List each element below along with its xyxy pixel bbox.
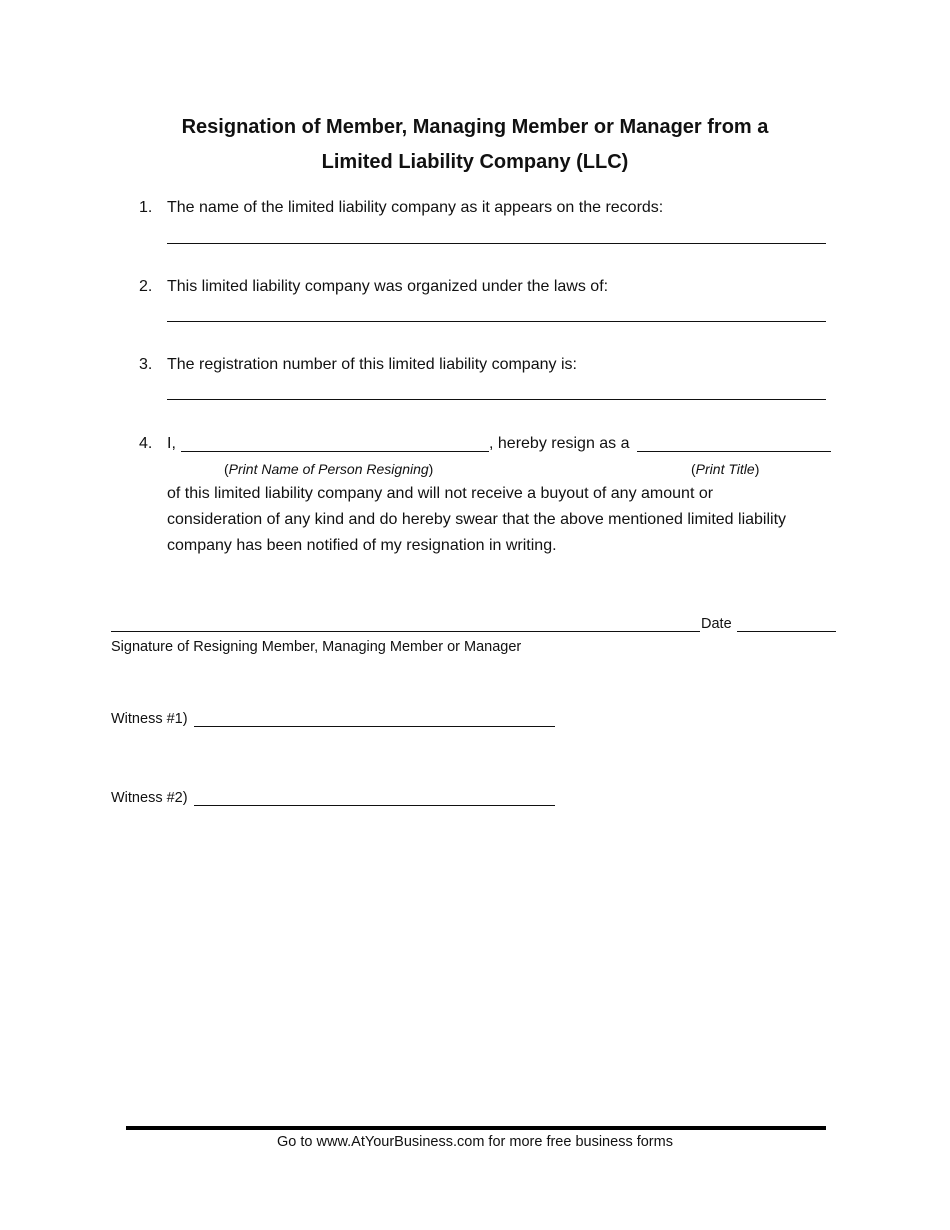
item-3-fill-line[interactable] bbox=[167, 399, 826, 400]
item-4-resign-text: , hereby resign as a bbox=[489, 435, 630, 452]
signature-line[interactable] bbox=[111, 631, 700, 632]
date-label: Date bbox=[701, 616, 732, 632]
item-3-number: 3. bbox=[139, 356, 153, 373]
resigning-person-name-line[interactable] bbox=[181, 451, 489, 452]
signature-caption: Signature of Resigning Member, Managing Member or Manager bbox=[111, 639, 522, 655]
document-title-line-1: Resignation of Member, Managing Member or Manager from a bbox=[181, 116, 769, 138]
item-1-number: 1. bbox=[139, 199, 153, 216]
item-4-declaration-paragraph: of this limited liability company and will not receive a buyout of any amount or consideration of any kind and do hereby swear that the above mentioned limited liability company has been notified of my resignation in writing. bbox=[167, 485, 787, 554]
witness-2-line[interactable] bbox=[194, 805, 555, 806]
item-4-number: 4. bbox=[139, 435, 153, 452]
witness-2-label: Witness #2) bbox=[111, 790, 188, 806]
caption-print-name: (Print Name of Person Resigning) bbox=[224, 461, 434, 477]
resigning-title-line[interactable] bbox=[637, 451, 831, 452]
item-4-prefix: I, bbox=[167, 435, 176, 452]
witness-1-line[interactable] bbox=[194, 726, 555, 727]
item-2-fill-line[interactable] bbox=[167, 321, 826, 322]
document-title-line-2: Limited Liability Company (LLC) bbox=[321, 151, 629, 173]
item-2-number: 2. bbox=[139, 278, 153, 295]
item-1-fill-line[interactable] bbox=[167, 243, 826, 244]
item-3-text: The registration number of this limited liability company is: bbox=[167, 356, 577, 373]
witness-1-label: Witness #1) bbox=[111, 711, 188, 727]
caption-print-title: (Print Title) bbox=[691, 461, 760, 477]
item-1-text: The name of the limited liability company as it appears on the records: bbox=[167, 199, 664, 216]
item-2-text: This limited liability company was organized under the laws of: bbox=[167, 278, 609, 295]
footer-divider bbox=[126, 1126, 826, 1130]
date-line[interactable] bbox=[737, 631, 836, 632]
footer-text: Go to www.AtYourBusiness.com for more free business forms bbox=[277, 1134, 673, 1150]
